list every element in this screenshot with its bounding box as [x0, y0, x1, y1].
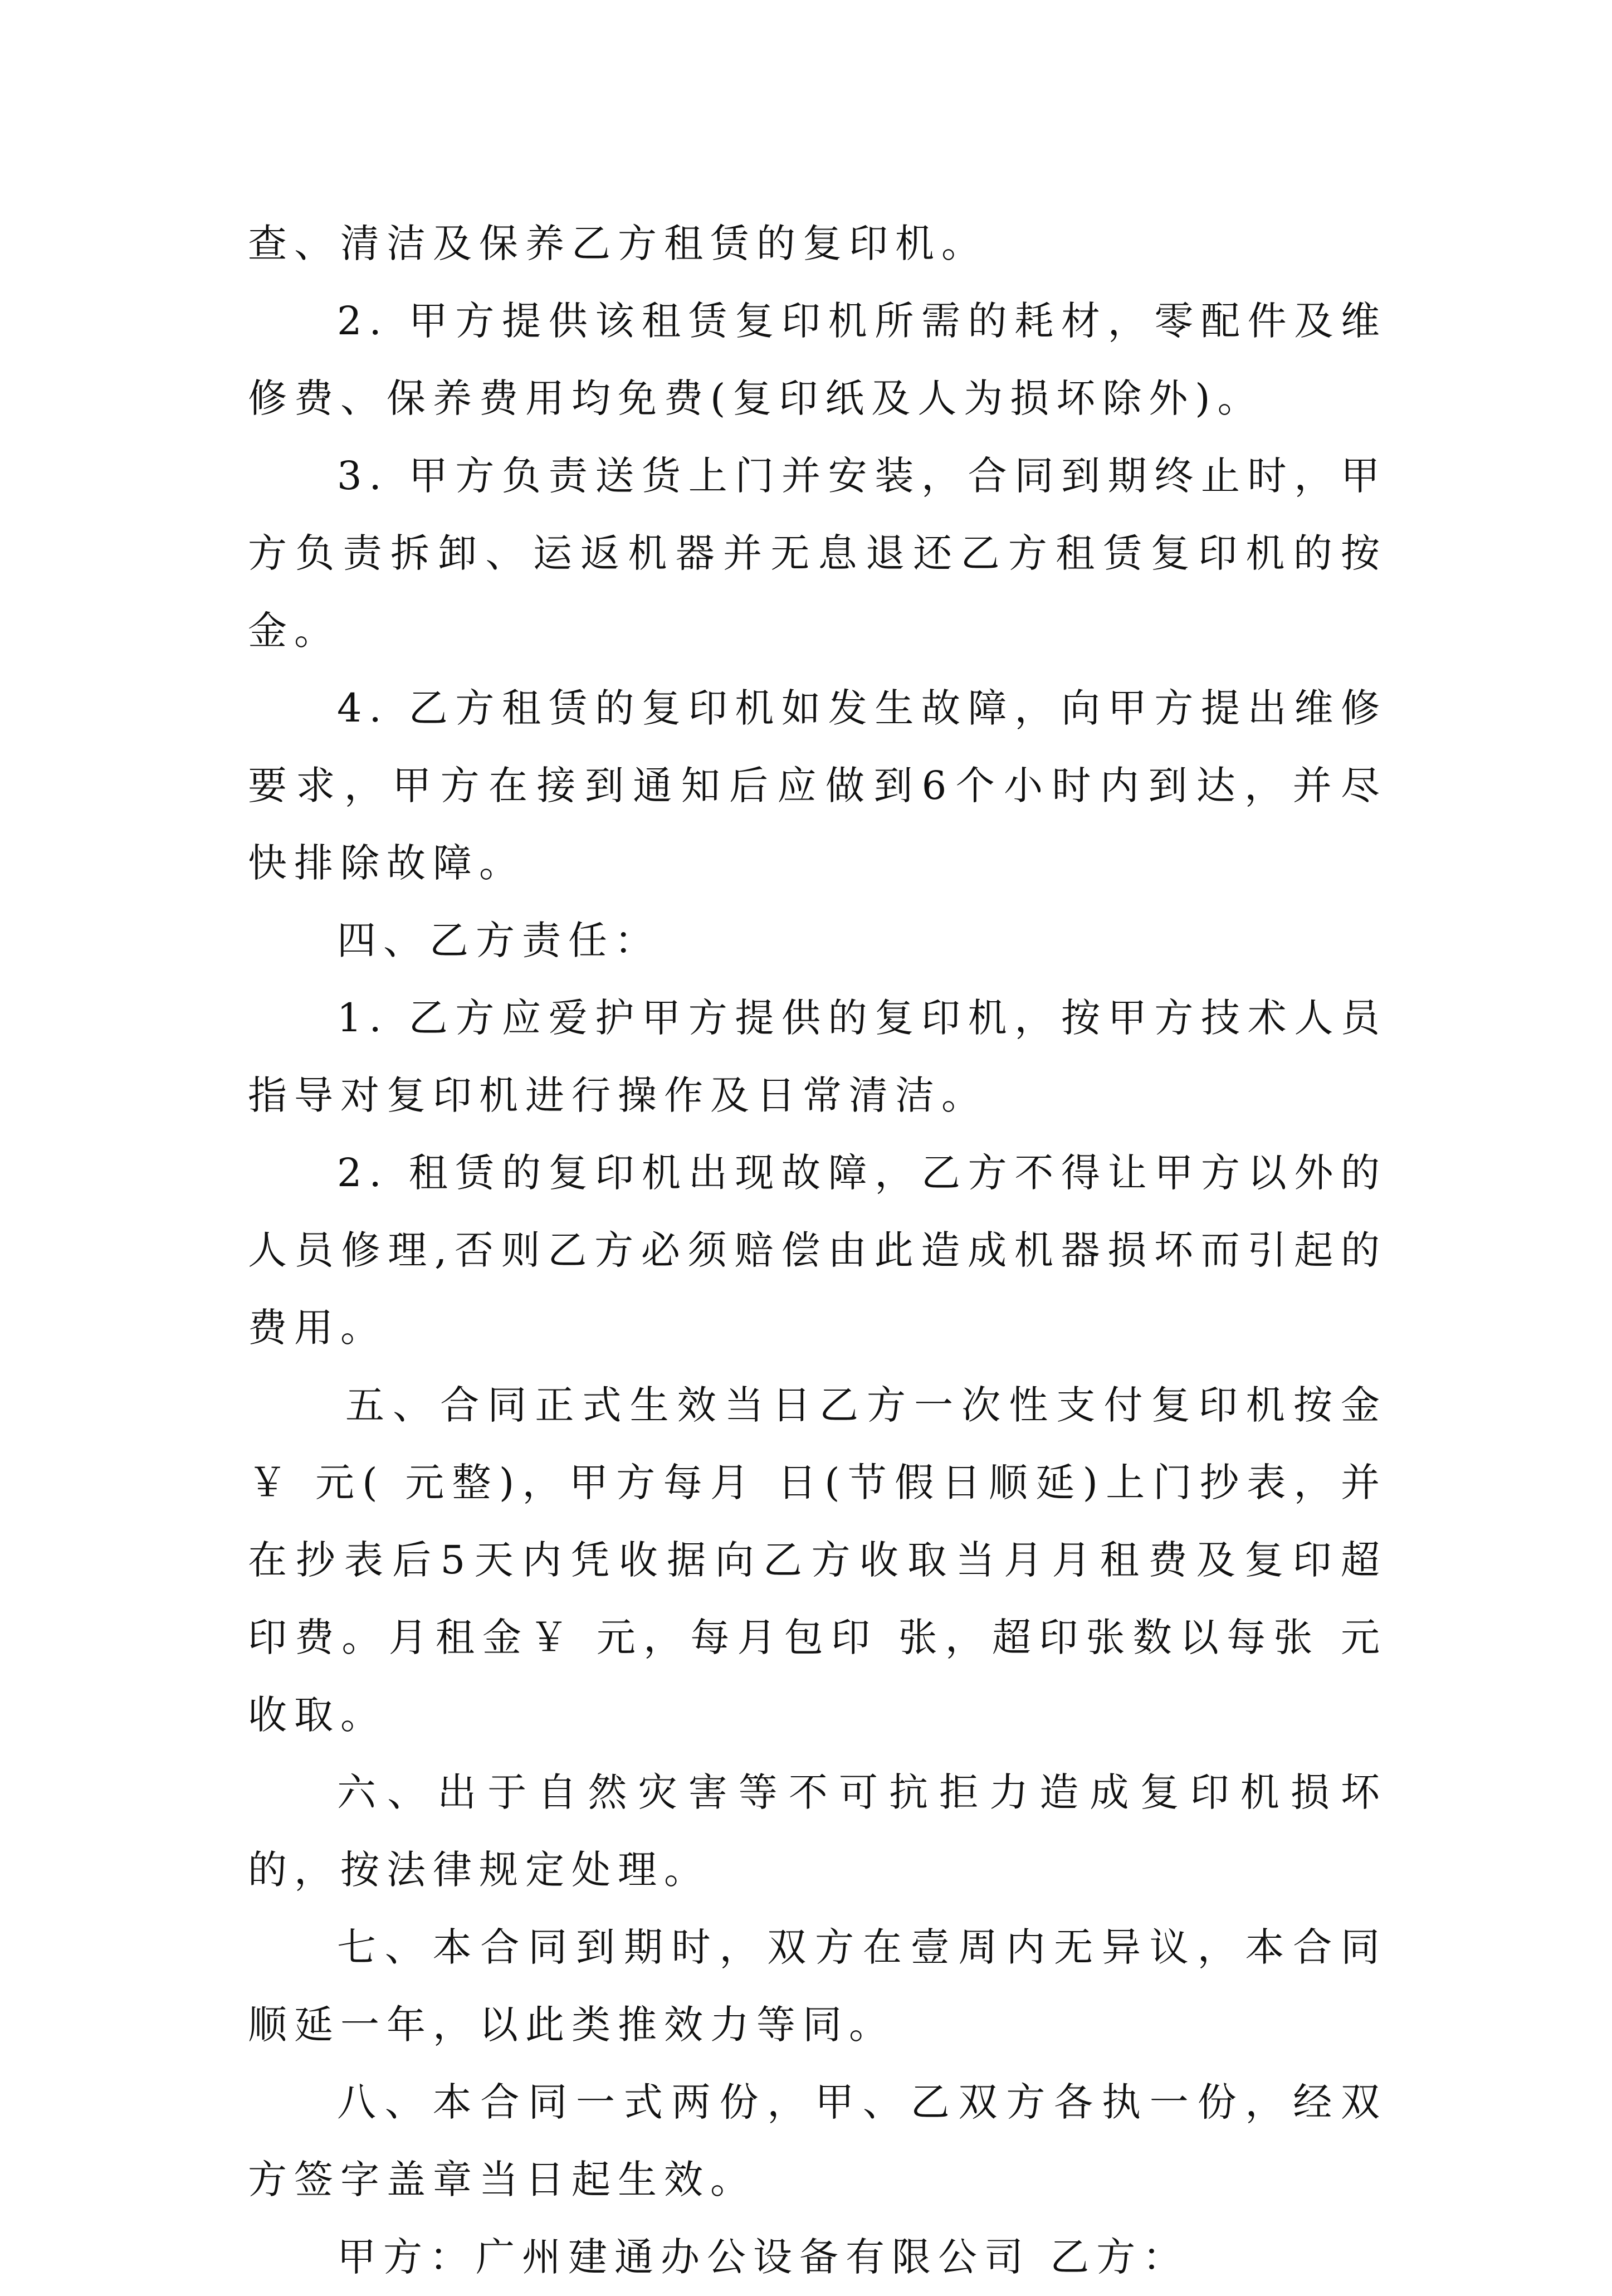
paragraph-clause-4-2: 2. 租赁的复印机出现故障，乙方不得让甲方以外的人员修理,否则乙方必须赔偿由此造成机器损坏而引起的费用。: [248, 1150, 1387, 1351]
section-heading-party-b-duties: 四、乙方责任：: [337, 918, 661, 963]
paragraph-section-7-renewal: 七、本合同到期时，双方在壹周内无异议，本合同顺延一年，以此类推效力等同。: [248, 1924, 1387, 2048]
paragraph-clause-3-2: 2. 甲方提供该租赁复印机所需的耗材，零配件及维修费、保养费用均免费(复印纸及人为损坏除外)。: [248, 298, 1387, 421]
document-body: [248, 205, 1387, 2296]
paragraph-clause-3-3: 3. 甲方负责送货上门并安装，合同到期终止时，甲方负责拆卸、运返机器并无息退还乙方租赁复印机的按金。: [248, 453, 1387, 654]
paragraph-clause-4-1: 1. 乙方应爱护甲方提供的复印机，按甲方技术人员指导对复印机进行操作及日常清洁。: [248, 995, 1387, 1118]
paragraph-clause-3-4: 4. 乙方租赁的复印机如发生故障，向甲方提出维修要求，甲方在接到通知后应做到6个小时内到达，并尽快排除故障。: [248, 685, 1387, 886]
paragraph-section-6-force-majeure: 六、出于自然灾害等不可抗拒力造成复印机损坏的，按法律规定处理。: [248, 1769, 1387, 1893]
paragraph-clause-continuation: 查、清洁及保养乙方租赁的复印机。: [248, 221, 988, 266]
signature-line-parties: 甲方：广州建通办公设备有限公司 乙方：: [337, 2234, 1189, 2280]
paragraph-section-5-payment: 五、合同正式生效当日乙方一次性支付复印机按金￥ 元( 元整)，甲方每月 日(节假日顺延)上门抄表，并在抄表后5天内凭收据向乙方收取当月月租费及复印超印费。月租金￥ 元，每月包印 张，超印张数以每张 元收取。: [248, 1382, 1387, 1738]
paragraph-section-8-copies: 八、本合同一式两份，甲、乙双方各执一份，经双方签字盖章当日起生效。: [248, 2079, 1387, 2202]
